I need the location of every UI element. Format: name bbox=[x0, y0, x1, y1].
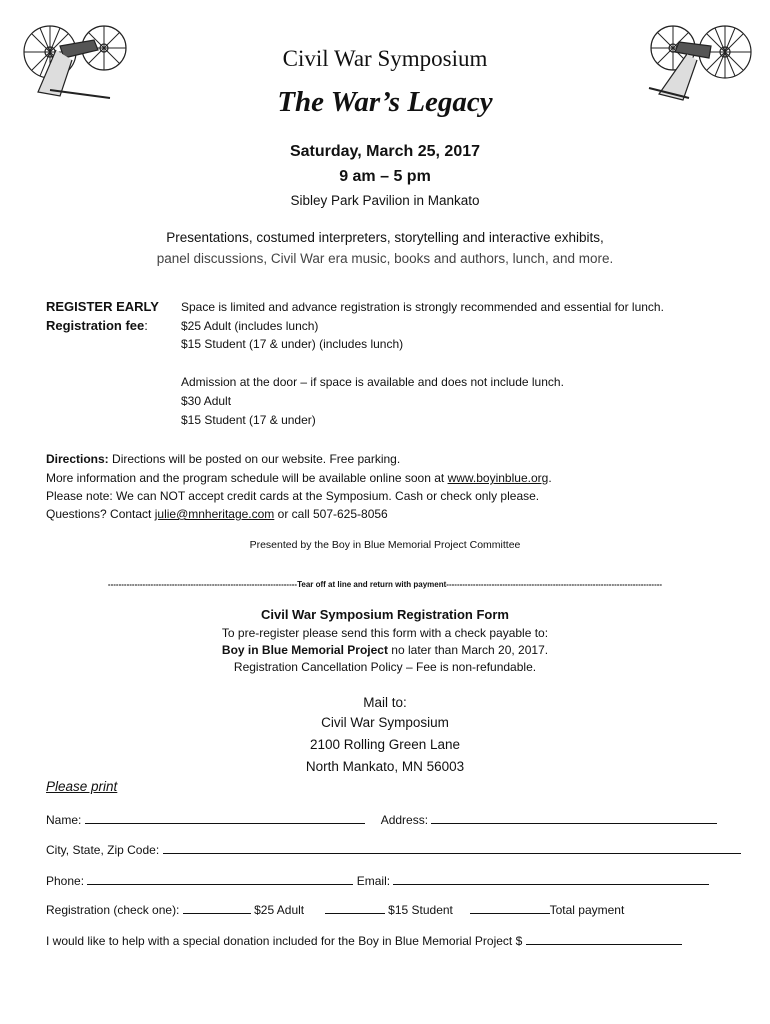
registration-fee-text: Registration fee bbox=[46, 318, 145, 333]
tear-off-line bbox=[0, 580, 770, 589]
registration-row bbox=[46, 902, 624, 917]
questions-line bbox=[46, 507, 388, 521]
door-adult-price: $30 Adult bbox=[181, 394, 232, 408]
adult-checkbox-blank[interactable] bbox=[183, 902, 251, 914]
more-info-suffix: . bbox=[548, 471, 552, 485]
mail-street: 2100 Rolling Green Lane bbox=[309, 737, 461, 752]
registration-fee-label bbox=[46, 318, 148, 333]
advance-adult-price: $25 Adult (includes lunch) bbox=[181, 319, 319, 333]
mail-name: Civil War Symposium bbox=[321, 715, 449, 730]
event-time: 9 am – 5 pm bbox=[339, 168, 431, 185]
name-label: Name: bbox=[46, 813, 82, 827]
total-payment-label: Total payment bbox=[549, 903, 625, 917]
website-link[interactable]: www.boyinblue.org bbox=[447, 471, 549, 485]
mail-city: North Mankato, MN 56003 bbox=[305, 759, 465, 774]
donation-label: I would like to help with a special donation included for the Boy in Blue Memorial Project $ bbox=[46, 934, 523, 948]
questions-prefix: Questions? Contact bbox=[46, 507, 155, 521]
total-payment-blank[interactable] bbox=[470, 902, 550, 914]
registration-fee-colon: : bbox=[144, 318, 148, 333]
tear-text: Tear off at line and return with payment bbox=[297, 580, 447, 589]
symposium-title: Civil War Symposium bbox=[282, 46, 488, 71]
event-date: Saturday, March 25, 2017 bbox=[289, 143, 481, 160]
directions-label: Directions: bbox=[46, 452, 109, 466]
donation-row bbox=[46, 933, 682, 948]
door-note: Admission at the door – if space is available and does not include lunch. bbox=[181, 375, 564, 389]
register-early-label: REGISTER EARLY bbox=[46, 299, 159, 314]
registration-label: Registration (check one): bbox=[46, 903, 180, 917]
symposium-subtitle: The War’s Legacy bbox=[277, 86, 493, 118]
tear-dashes-right: --------------------------------------------------------------------------------- bbox=[446, 580, 663, 589]
email-field[interactable] bbox=[393, 873, 709, 885]
form-deadline: no later than March 20, 2017. bbox=[387, 643, 549, 657]
name-field[interactable] bbox=[85, 812, 365, 824]
student-checkbox-blank[interactable] bbox=[325, 902, 385, 914]
more-info-prefix: More information and the program schedule will be available online soon at bbox=[46, 471, 448, 485]
event-location: Sibley Park Pavilion in Mankato bbox=[290, 193, 480, 208]
email-link[interactable]: julie@mnheritage.com bbox=[154, 507, 275, 521]
tear-dashes-left: ----------------------------------------------------------------------- bbox=[107, 580, 298, 589]
advance-note: Space is limited and advance registration is strongly recommended and essential for lunch. bbox=[181, 300, 664, 314]
questions-suffix: or call 507-625-8056 bbox=[274, 507, 388, 521]
directions-text: Directions will be posted on our website. Free parking. bbox=[108, 452, 401, 466]
adult-option-label: $25 Adult bbox=[254, 903, 305, 917]
student-option-label: $15 Student bbox=[388, 903, 453, 917]
please-print-label: Please print bbox=[46, 779, 118, 794]
mail-to-label: Mail to: bbox=[363, 695, 407, 710]
presented-by: Presented by the Boy in Blue Memorial Project Committee bbox=[249, 539, 521, 551]
phone-field[interactable] bbox=[87, 873, 353, 885]
event-description-line1: Presentations, costumed interpreters, storytelling and interactive exhibits, bbox=[166, 230, 604, 245]
door-student-price: $15 Student (17 & under) bbox=[181, 413, 316, 427]
address-field[interactable] bbox=[431, 812, 717, 824]
more-info-line bbox=[46, 471, 552, 485]
phone-label: Phone: bbox=[46, 874, 85, 888]
donation-field[interactable] bbox=[526, 933, 682, 945]
name-row bbox=[46, 812, 717, 827]
city-field[interactable] bbox=[163, 842, 741, 854]
phone-row bbox=[46, 873, 709, 888]
directions-line bbox=[46, 452, 400, 466]
event-description-line2: panel discussions, Civil War era music, books and authors, lunch, and more. bbox=[156, 251, 614, 266]
form-payee: Boy in Blue Memorial Project bbox=[221, 643, 388, 657]
form-payee-line bbox=[0, 643, 770, 657]
payment-note: Please note: We can NOT accept credit cards at the Symposium. Cash or check only please. bbox=[46, 489, 540, 503]
email-label: Email: bbox=[356, 874, 391, 888]
city-label: City, State, Zip Code: bbox=[46, 843, 160, 857]
form-instruction: To pre-register please send this form with a check payable to: bbox=[221, 626, 549, 640]
form-title: Civil War Symposium Registration Form bbox=[260, 607, 509, 622]
city-row bbox=[46, 842, 741, 857]
cancellation-policy: Registration Cancellation Policy – Fee is non-refundable. bbox=[233, 660, 537, 674]
advance-student-price: $15 Student (17 & under) (includes lunch) bbox=[181, 337, 404, 351]
address-label: Address: bbox=[380, 813, 429, 827]
